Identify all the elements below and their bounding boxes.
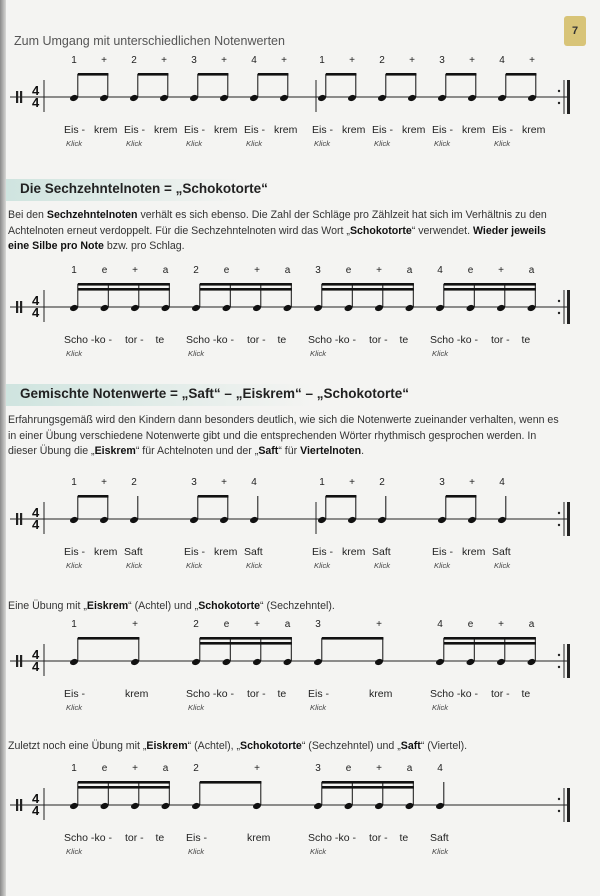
syllable-label: Eis - (244, 124, 265, 136)
count-label: 1 (71, 619, 77, 630)
syllable-label: tor - (247, 688, 266, 700)
sixteenth-beam (200, 637, 292, 645)
klick-label: Klick (66, 561, 83, 570)
time-signature: 4 (32, 83, 40, 98)
eighth-beam (258, 73, 289, 76)
klick-label: Klick (432, 847, 449, 856)
klick-label: Klick (314, 561, 331, 570)
syllable-label: Scho - (430, 334, 461, 346)
syllable-label: Scho - (64, 832, 95, 844)
count-label: 1 (71, 265, 77, 276)
count-label: e (467, 265, 474, 276)
paragraph-text: “ (Sechzehntel) und „ (301, 740, 401, 752)
syllable-label: krem (402, 124, 426, 136)
eighth-beam (78, 495, 109, 498)
sixteenth-beam (200, 283, 292, 291)
syllable-label: tor - (369, 832, 388, 844)
syllable-label: krem (522, 124, 546, 136)
emphasis-text: Saft (400, 740, 421, 752)
emphasis-text: Eiskrem (146, 740, 188, 752)
time-signature: 4 (32, 305, 40, 320)
syllable-label: tor - (247, 334, 266, 346)
percussion-clef (20, 799, 22, 811)
time-signature: 4 (32, 517, 40, 532)
syllable-label: Scho - (308, 334, 339, 346)
emphasis-text: Viertelnoten (300, 445, 362, 457)
count-label: e (467, 619, 474, 630)
syllable-label: Eis - (372, 124, 393, 136)
count-label: a (162, 265, 169, 276)
syllable-label: krem (94, 546, 118, 558)
count-label: 4 (499, 55, 505, 66)
paragraph-text: “ verwendet. (411, 224, 474, 237)
count-label: 4 (437, 763, 443, 774)
syllable-label: ko - (94, 832, 113, 844)
time-signature: 4 (32, 803, 40, 818)
klick-label: Klick (188, 847, 205, 856)
page-number-badge (564, 16, 586, 46)
count-label: e (345, 763, 352, 774)
count-label: 2 (131, 477, 137, 488)
count-label: 2 (379, 55, 385, 66)
syllable-label: krem (342, 546, 366, 558)
klick-label: Klick (188, 703, 205, 712)
syllable-label: krem (462, 546, 486, 558)
eighth-beam (200, 781, 262, 784)
time-signature: 4 (32, 647, 40, 662)
emphasis-text: Wieder jeweils eine Silbe pro Note (8, 224, 546, 252)
count-label: + (254, 619, 260, 630)
klick-label: Klick (66, 139, 83, 148)
eighth-beam (198, 495, 229, 498)
percussion-clef (16, 301, 18, 313)
syllable-label: te (399, 334, 409, 346)
count-label: 3 (439, 477, 445, 488)
eighth-beam (386, 73, 417, 76)
sixteenth-beam (444, 283, 536, 291)
paragraph-exercise-5-intro (8, 739, 568, 755)
count-label: a (528, 619, 535, 630)
count-label: + (529, 55, 535, 66)
count-label: 2 (131, 55, 137, 66)
percussion-clef (20, 301, 22, 313)
count-label: + (254, 763, 260, 774)
eighth-beam (506, 73, 537, 76)
syllable-label: te (521, 688, 531, 700)
count-label: a (406, 763, 413, 774)
syllable-label: Eis - (312, 124, 333, 136)
paragraph-text: bzw. pro Schlag. (103, 240, 185, 252)
syllable-label: te (521, 334, 531, 346)
syllable-label: tor - (125, 832, 144, 844)
klick-label: Klick (186, 139, 203, 148)
syllable-label: ko - (460, 334, 479, 346)
syllable-label: Scho - (186, 334, 217, 346)
time-signature: 4 (32, 95, 40, 110)
syllable-label: te (399, 832, 409, 844)
klick-label: Klick (494, 561, 511, 570)
count-label: 2 (193, 763, 199, 774)
paragraph-text: Erfahrungsgemäß wird den Kindern dann besonders deutlich, wie sich die Notenwerte zueinander verhalten, wenn es in einer Übung verschiedene Notenwerte gibt und die entsprechenden Wörter rhythmisch gesprochen werden. In dieser Übung die „ (8, 414, 559, 457)
book-spine-shadow (0, 0, 6, 896)
count-label: + (349, 55, 355, 66)
klick-label: Klick (314, 139, 331, 148)
count-label: + (281, 55, 287, 66)
count-label: e (101, 763, 108, 774)
paragraph-text: “ für (278, 445, 301, 457)
syllable-label: Eis - (186, 832, 207, 844)
paragraph-text: Zuletzt noch eine Übung mit „ (8, 740, 147, 752)
sixteenth-beam (78, 283, 170, 291)
klick-label: Klick (310, 703, 327, 712)
emphasis-text: Eiskrem (86, 600, 129, 612)
syllable-label: ko - (216, 688, 235, 700)
time-signature: 4 (32, 659, 40, 674)
count-label: + (376, 265, 382, 276)
paragraph-text: Eine Übung mit „ (8, 600, 87, 612)
percussion-clef (20, 91, 22, 103)
syllable-label: krem (369, 688, 393, 700)
klick-label: Klick (374, 139, 391, 148)
klick-label: Klick (494, 139, 511, 148)
syllable-label: Eis - (64, 124, 85, 136)
syllable-label: Eis - (64, 546, 85, 558)
syllable-label: krem (214, 124, 238, 136)
syllable-label: Eis - (308, 688, 329, 700)
klick-label: Klick (432, 703, 449, 712)
syllable-label: krem (94, 124, 118, 136)
count-label: + (254, 265, 260, 276)
paragraph-text: verhält es sich ebenso. Die Zahl der Schläge pro Zählzeit hat sich im Verhältnis zu den Achtelnoten erneut verdoppelt. Für die Sechzehntelnoten wird das Wort „ (8, 209, 547, 237)
syllable-label: krem (274, 124, 298, 136)
syllable-label: tor - (491, 688, 510, 700)
page-number: 7 (571, 25, 579, 37)
count-label: + (132, 763, 138, 774)
syllable-label: Eis - (432, 546, 453, 558)
syllable-label: ko - (338, 334, 357, 346)
count-label: a (406, 265, 413, 276)
syllable-label: Scho - (64, 334, 95, 346)
klick-label: Klick (374, 561, 391, 570)
syllable-label: Eis - (124, 124, 145, 136)
sixteenth-beam (322, 283, 414, 291)
klick-label: Klick (310, 349, 327, 358)
sixteenth-beam (444, 637, 536, 645)
syllable-label: Eis - (184, 124, 205, 136)
paragraph-text: “ (Sechzehntel). (260, 600, 335, 612)
count-label: 1 (319, 477, 325, 488)
count-label: + (161, 55, 167, 66)
rhythm-staff (8, 262, 592, 392)
time-signature: 4 (32, 505, 40, 520)
syllable-label: te (155, 832, 165, 844)
klick-label: Klick (310, 847, 327, 856)
count-label: + (498, 619, 504, 630)
syllable-label: Eis - (432, 124, 453, 136)
syllable-label: Scho - (186, 688, 217, 700)
emphasis-text: Schokotorte (240, 740, 302, 752)
syllable-label: Saft (430, 832, 449, 844)
syllable-label: Saft (372, 546, 391, 558)
syllable-label: krem (214, 546, 238, 558)
count-label: e (101, 265, 108, 276)
eighth-beam (326, 495, 357, 498)
count-label: 1 (71, 477, 77, 488)
percussion-clef (16, 91, 18, 103)
count-label: 3 (315, 265, 321, 276)
percussion-clef (20, 513, 22, 525)
emphasis-text: Saft (258, 445, 279, 457)
count-label: a (162, 763, 169, 774)
count-label: 1 (319, 55, 325, 66)
rhythm-staff (8, 760, 592, 890)
klick-label: Klick (66, 703, 83, 712)
percussion-clef (16, 655, 18, 667)
syllable-label: Eis - (492, 124, 513, 136)
count-label: e (223, 619, 230, 630)
count-label: + (221, 55, 227, 66)
klick-label: Klick (188, 349, 205, 358)
emphasis-text: Schokotorte (198, 600, 261, 612)
paragraph-text: “ (Achtel), „ (187, 740, 241, 752)
klick-label: Klick (126, 139, 143, 148)
emphasis-text: Eiskrem (94, 445, 136, 457)
count-label: + (101, 55, 107, 66)
syllable-label: krem (125, 688, 149, 700)
emphasis-text: Sechzehntelnoten (46, 209, 138, 221)
klick-label: Klick (186, 561, 203, 570)
paragraph-text: “ für Achtelnoten und der „ (135, 445, 259, 457)
count-label: 4 (251, 477, 257, 488)
running-title: Zum Umgang mit unterschiedlichen Notenwerten (14, 34, 285, 48)
count-label: 3 (191, 477, 197, 488)
syllable-label: Eis - (64, 688, 85, 700)
count-label: 3 (315, 619, 321, 630)
count-label: + (349, 477, 355, 488)
time-signature: 4 (32, 791, 40, 806)
count-label: 1 (71, 55, 77, 66)
count-label: + (101, 477, 107, 488)
count-label: e (345, 265, 352, 276)
count-label: a (528, 265, 535, 276)
klick-label: Klick (434, 561, 451, 570)
klick-label: Klick (246, 561, 263, 570)
eighth-beam (198, 73, 229, 76)
section-title-sechzehntel: Die Sechzehntelnoten = „Schokotorte“ (20, 181, 268, 196)
count-label: a (284, 265, 291, 276)
klick-label: Klick (432, 349, 449, 358)
count-label: 3 (439, 55, 445, 66)
count-label: + (132, 265, 138, 276)
sixteenth-beam (78, 781, 170, 789)
count-label: + (469, 477, 475, 488)
syllable-label: tor - (491, 334, 510, 346)
rhythm-staff (8, 616, 592, 746)
count-label: a (284, 619, 291, 630)
rhythm-staff (8, 474, 592, 604)
syllable-label: krem (247, 832, 271, 844)
rhythm-staff (8, 52, 592, 182)
count-label: 2 (193, 619, 199, 630)
klick-label: Klick (246, 139, 263, 148)
count-label: + (469, 55, 475, 66)
eighth-beam (138, 73, 169, 76)
syllable-label: Eis - (184, 546, 205, 558)
klick-label: Klick (434, 139, 451, 148)
count-label: 4 (251, 55, 257, 66)
eighth-beam (326, 73, 357, 76)
paragraph-text: “ (Viertel). (420, 740, 468, 752)
sixteenth-beam (322, 781, 414, 789)
eighth-beam (446, 495, 477, 498)
count-label: 4 (437, 265, 443, 276)
eighth-beam (78, 637, 140, 640)
paragraph-gemischt (8, 413, 568, 460)
syllable-label: ko - (338, 832, 357, 844)
syllable-label: Scho - (430, 688, 461, 700)
count-label: 2 (379, 477, 385, 488)
emphasis-text: Schokotorte (349, 224, 412, 237)
count-label: 4 (437, 619, 443, 630)
syllable-label: tor - (125, 334, 144, 346)
count-label: 1 (71, 763, 77, 774)
syllable-label: te (155, 334, 165, 346)
eighth-beam (446, 73, 477, 76)
syllable-label: te (277, 688, 287, 700)
paragraph-text: “ (Achtel) und „ (128, 600, 199, 612)
syllable-label: krem (462, 124, 486, 136)
klick-label: Klick (66, 847, 83, 856)
count-label: + (376, 763, 382, 774)
syllable-label: krem (342, 124, 366, 136)
syllable-label: ko - (94, 334, 113, 346)
paragraph-sechzehntel (8, 208, 568, 255)
count-label: 3 (191, 55, 197, 66)
syllable-label: Saft (124, 546, 143, 558)
count-label: + (221, 477, 227, 488)
syllable-label: Saft (244, 546, 263, 558)
syllable-label: krem (154, 124, 178, 136)
percussion-clef (20, 655, 22, 667)
syllable-label: ko - (216, 334, 235, 346)
percussion-clef (16, 513, 18, 525)
count-label: 4 (499, 477, 505, 488)
syllable-label: ko - (460, 688, 479, 700)
eighth-beam (322, 637, 384, 640)
syllable-label: te (277, 334, 287, 346)
syllable-label: Eis - (312, 546, 333, 558)
count-label: + (409, 55, 415, 66)
count-label: 3 (315, 763, 321, 774)
syllable-label: tor - (369, 334, 388, 346)
percussion-clef (16, 799, 18, 811)
count-label: + (376, 619, 382, 630)
section-title-gemischte-notenwerte: Gemischte Notenwerte = „Saft“ – „Eiskrem“ – „Schokotorte“ (20, 386, 409, 401)
paragraph-text: Bei den (8, 209, 47, 221)
syllable-label: Scho - (308, 832, 339, 844)
syllable-label: Saft (492, 546, 511, 558)
klick-label: Klick (126, 561, 143, 570)
time-signature: 4 (32, 293, 40, 308)
eighth-beam (78, 73, 109, 76)
count-label: e (223, 265, 230, 276)
paragraph-text: . (361, 445, 365, 457)
klick-label: Klick (66, 349, 83, 358)
count-label: + (498, 265, 504, 276)
count-label: 2 (193, 265, 199, 276)
count-label: + (132, 619, 138, 630)
paragraph-exercise-4-intro (8, 599, 568, 615)
